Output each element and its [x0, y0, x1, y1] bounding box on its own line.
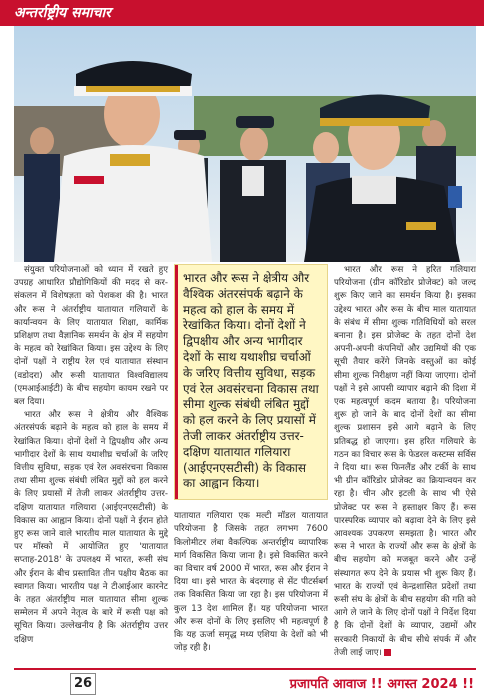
paragraph: भारत और रूस ने क्षेत्रीय और वैश्विक अंतरसंपर्क बढ़ाने के महत्व को हाल के समय में रेखांकित किया। दोनों देशों ने द्विपक्षीय और अन्य भागीदार देशों के साथ यथाशीघ्र चर्चाओं के जरिए वित्तीय सुविधा, सड़क एवं रेल अवसंरचना विकास तथा सीमा शुल्क संबंधी लंबित मुद्दों को हल करने के लिए प्रयासों में तेजी लाकर अंतर्राष्ट्रीय उत्तर-दक्षिण यातायात गलियारा (आईएनएसटीसी) के विकास का आह्वान किया। दोनों पक्षों ने ईरान होते हुए रूस जाने वाले भारतीय माल यातायात के मुद्दे पर मॉस्को में आयोजित हुए 'यातायात सप्ताह-2018' के उपलक्ष्य में भारत, रूसी संघ और ईरान के बीच प्रस्तावित तीन पक्षीय बैठक का स्वागत किया। भारतीय पक्ष ने टीआईआर कारनेट के तहत अंतर्राष्ट्रीय माल यातायात सीमा शुल्क सम्मेलन में अपने नेतृत्व के बारे में रूसी पक्ष को सूचित किया। उल्लेखनीय है कि अंतर्राष्ट्रीय उत्तर दक्षिण	[14, 410, 168, 645]
pull-quote-text: भारत और रूस ने क्षेत्रीय और वैश्विक अंतरसंपर्क बढ़ाने के महत्व को हाल के समय में रेखांकित किया। दोनों देशों ने द्विपक्षीय और अन्य भागीदार देशों के साथ यथाशीघ्र चर्चाओं के जरिए वित्तीय सुविधा, सड़क एवं रेल अवसंरचना विकास तथा सीमा शुल्क संबंधी लंबित मुद्दों को हल करने के लिए प्रयासों में तेजी लाकर अंतर्राष्ट्रीय उत्तर-दक्षिण यातायात गलियारा (आईएनएसटीसी) के विकास का आह्वान किया।	[183, 271, 319, 491]
article-column-3	[334, 264, 476, 660]
paragraph	[334, 264, 476, 660]
article-columns	[14, 264, 476, 664]
publication-name: प्रजापति आवाज !! अगस्त 2024 !!	[289, 677, 474, 692]
paragraph-text: भारत और रूस ने हरित गलियारा परियोजना (ग्रीन कॉरिडोर प्रोजेक्ट) को जल्द शुरू किए जाने का समर्थन किया है। इसका उद्देश्य भारत और रूस के बीच माल यातायात के संबंध में सीमा शुल्क गतिविधियों को सरल बनाना है। इस प्रोजेक्ट के तहत दोनों देश अपनी-अपनी कंपनियों और उद्यमियों की एक सूची तैयार करेंगे जिनके वस्तुओं का कोई सीमा शुल्क निरीक्षण नहीं किया जाएगा। दोनों पक्षों ने इसे आपसी व्यापार बढ़ाने की दिशा में एक महत्वपूर्ण कदम बताया है। परियोजना शुरू हो जाने के बाद दोनों देशों का सीमा शुल्क प्रशासन इसे आगे बढ़ाने के लिए प्रतिबद्ध हो जाएगा। इस हरित गलियारे के गठन का विचार रूस के फेडरल कस्टम्स सर्विस ने दिया था। रूस फिनलैंड और टर्की के साथ भी ग्रीन कॉरिडोर प्रोजेक्ट का क्रियान्वयन कर रहा है। चीन और इटली के साथ भी ऐसे प्रोजेक्ट पर रूस ने हस्ताक्षर किए हैं। रूस पारस्परिक व्यापार को बढ़ावा देने के लिए इसे आवश्यक उपकरण समझता है। भारत और रूस ने भारत के राज्यों और रूस के क्षेत्रों के बीच सहयोग को मजबूत करने और उन्हें संस्थागत रूप देने के प्रयास भी शुरू किए हैं। भारत के राज्यों एवं केन्द्रशासित प्रदेशों तथा रूसी संघ के क्षेत्रों के बीच सहयोग की गति को आगे ले जाने के लिए दोनों पक्षों ने निर्देश दिया है कि दोनों देशों के व्यापार, उद्यमों और सरकारी निकायों के बीच सीधे संपर्क में और तेजी लाई जाए।	[334, 265, 476, 658]
footer-rule	[14, 668, 476, 670]
officials-photo-illustration	[14, 26, 476, 262]
article-column-1	[14, 264, 168, 647]
paragraph: संयुक्त परियोजनाओं को ध्यान में रखते हुए उपग्रह आधारित प्रौद्योगिकियों की मदद से कर-संकलन में विशेषज्ञता को पेशकश की है। भारत और रूस ने अंतर्राष्ट्रीय यातायात गलियारों के कार्यान्वयन के लिए यातायात शिक्षा, कार्मिक प्रशिक्षण तथा वैज्ञानिक समर्थन के क्षेत्र में सहयोग के महत्व को रेखांकित किया। इस उद्देश्य के लिए दोनों पक्षों ने राष्ट्रीय रेल एवं यातायात संस्थान (वडोदरा) और रूसी यातायात विश्वविद्यालय (एमआईआईटी) के बीच सहयोग कायम रखने पर बल दिया।	[14, 265, 168, 408]
section-title: अन्तर्राष्ट्रीय समाचार	[14, 5, 111, 21]
end-mark-icon	[384, 649, 391, 656]
page-footer	[0, 664, 484, 696]
article-column-2	[174, 264, 328, 655]
paragraph: यातायात गलियारा एक मल्टी मॉडल यातायात परियोजना है जिसके तहत लगभग 7600 किलोमीटर लंबा वैकल्पिक अन्तर्राष्ट्रीय व्यापारिक मार्ग विकसित किया जाना है। इसे विकसित करने का विचार वर्ष 2000 में भारत, रूस और ईरान ने दिया था। इसे भारत के बंदरगाह से सेंट पीटर्सबर्ग तक विकसित किया जा रहा है। इस परियोजना में कुल 13 देश शामिल हैं। यह परियोजना भारत और रूस दोनों के लिए इसलिए भी महत्वपूर्ण है कि यह ऊर्जा समृद्ध मध्य एशिया के देशों को भी जोड़ रही है।	[174, 511, 328, 654]
section-header-bar	[0, 0, 484, 26]
news-photo	[14, 26, 476, 262]
pull-quote-box	[174, 264, 328, 500]
page-number: 26	[70, 673, 96, 695]
